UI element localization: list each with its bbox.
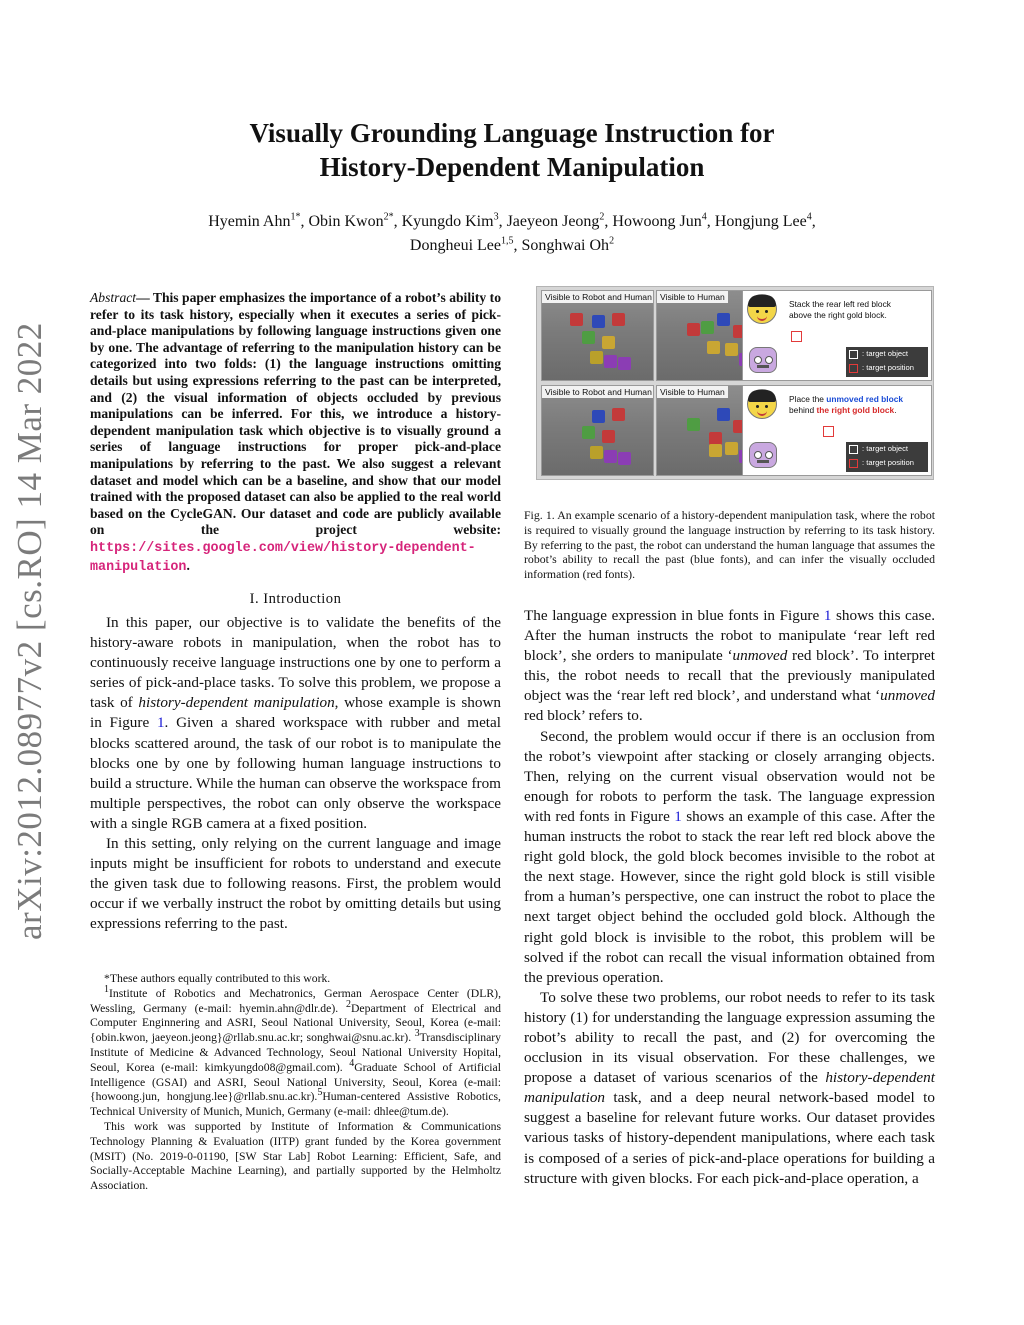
abstract-label: Abstract [90,290,137,305]
green-block [701,321,714,334]
green-block [582,331,595,344]
label-visible-human: Visible to Human [657,291,728,303]
gold-block [590,351,603,364]
paper-title [0,116,1024,184]
gold-block [602,336,615,349]
author-list [60,210,964,258]
legend-target-object: : target object [846,347,928,361]
gold-block [590,446,603,459]
intro-paragraph-3: The language expression in blue fonts in Figure 1 shows this case. After the human instructs the robot to manipulate ‘rear left red block’, she orders to manipulate ‘unmoved red block’. To interpret this, the robot needs to recall that the previously manipulated object was the ‘rear left red block’, and understand what ‘unmoved red block’ refers to. [524,607,935,725]
figure-1-caption: Fig. 1. An example scenario of a history-dependent manipulation task, where the robot is required to visually ground the language instruction by referring to its task history. By referring to the past, the robot can understand the human language that assumes the robot’s ability to recall the past (blue fonts), and can infer the visually occluded information (red fonts). [524,508,935,582]
red-block [687,323,700,336]
gold-block [707,341,720,354]
figure-legend [846,442,928,472]
figure-1 [536,286,934,480]
intro-paragraph-4: Second, the problem would occur if there is an occlusion from the robot’s viewpoint after stacking or closely arranging objects. Then, relying on the current visual observation would not be enough for robots to perform the task. The language expression with red fonts in Figure 1 shows an example of this case. After the human instructs the robot to stack the rear left red block above the right gold block, the gold block becomes invisible to the robot at the next stage. However, since the right gold block is still visible from a human’s perspective, one can instruct the robot to place the next target object behind the occluded gold block. Although the right gold block is invisible to the robot, this problem will be solved if the robot can recall the visual information obtained from the previous operation. [524,727,936,986]
legend-target-position: : target position [846,456,928,470]
purple-block [604,450,617,463]
project-website-link[interactable]: https://sites.google.com/view/history-dependent-manipulation [90,540,476,575]
purple-block [604,355,617,368]
gold-block [709,444,722,457]
instruction-panel-2 [742,385,932,476]
blue-block [592,410,605,423]
red-block [612,313,625,326]
authors-line-2: Dongheui Lee$^{1,5}$, Songhwai Oh$^2$ [409,235,615,254]
title-line-1: Visually Grounding Language Instruction for [249,118,775,148]
intro-paragraph-1: In this paper, our objective is to validate the benefits of the history-aware robots in manipulation, when the robot has to continuously receive language instructions one by one to perform a series of pick-and-place tasks. To solve this problem, we propose a task of history-dependent manipulation, whose example is shown in Figure 1. Given a shared workspace with rubber and metal blocks scattered around, the task of our robot is to manipulate the blocks one by one by following human language instructions to build a structure. While the human can observe the workspace from multiple perspectives, the robot can only observe the workspace with a single RGB camera at a fixed position. [90,614,501,832]
section-heading-introduction: I. Introduction [249,591,342,607]
figure-legend [846,347,928,377]
intro-left-column [90,613,501,935]
intro-paragraph-2: In this setting, only relying on the current language and image inputs might be insufficient for robots to understand and execute the given task due to following reasons. First, the problem would occur if we verbally instruct the robot by omitting details but using expressions referring to the past. [90,835,501,933]
gold-block [725,442,738,455]
legend-target-object: : target object [846,442,928,456]
abstract [90,290,501,576]
green-block [582,426,595,439]
red-block [612,408,625,421]
photo-robot-view-step2 [541,385,654,476]
arxiv-identifier: arXiv:2012.08977v2 [cs.RO] 14 Mar 2022 [10,322,49,940]
target-position-marker [821,357,832,368]
footnotes [90,972,501,1194]
human-avatar-icon [747,389,777,419]
footnote-funding: This work was supported by Institute of Information & Communications Technology Planning & Evaluation (IITP) grant funded by the Korea government (MSIT) (No. 2019-0-01190, [SW Star Lab] Robot Learning: Efficient, Safe, and Socially-Acceptable Machine Learning), and partially supported by the Helmholtz Association. [90,1119,501,1193]
authors-line-1: Hyemin Ahn$^{1*}$, Obin Kwon$^{2*}$, Kyungdo Kim$^3$, Jaeyeon Jeong$^2$, Howoong Jun$^4$, Hongjung Lee$^4$, [208,211,816,230]
gold-block [725,343,738,356]
intro-right-column [524,606,935,1189]
footnote-affiliations: $^1$Institute of Robotics and Mechatronics, German Aerospace Center (DLR), Wessling, Germany (e-mail: hyemin.ahn@dlr.de). $^2$Department of Electrical and Computer Enginnering and ASRI, Seoul National University, Seoul, Korea (e-mail: {obin.kwon, jaeyeon.jeong}@rllab.snu.ac.kr; songhwai@snu.ac.kr). $^3$Transdisciplinary Institute of Medicine & Advanced Technology, Seoul National University Hopital, Seoul, Korea (e-mail: kimkyungdo08@gmail.com). $^4$Graduate School of Artificial Intelligence (GSAI) and ASRI, Seoul National University, Seoul, Korea (e-mail: {howoong.jun, hongjung.lee}@rllab.snu.ac.kr).$^5$Human-centered Assistive Robotics, Technical University of Munich, Munich, Germany (e-mail: dhlee@tum.de). [90,983,501,1119]
robot-avatar-icon [749,442,777,468]
abstract-text: — This paper emphasizes the importance of a robot’s ability to refer to its task history, especially when it executes a series of pick-and-place manipulations by following language instructions given one by one. The advantage of referring to the manipulation history can be categorized into two folds: (1) the language instructions omitting details but using expressions referring to the past can be interpreted, and (2) the visual information of objects occluded by previous manipulations can be inferred. For this, we introduce a history-dependent manipulation task which objective is to visually ground a series of language instructions for proper pick-and-place manipulations by referring to the past. We also suggest a relevant dataset and model which can be a baseline, and show that our model trained with the proposed dataset can also be applied to the real world based on the CycleGAN. Our dataset and code are publicly available on the project website: [90,290,501,538]
blue-block [592,315,605,328]
robot-avatar-icon [749,347,777,373]
red-block [570,313,583,326]
instruction-2: Place the unmoved red block behind the right gold block. [789,394,904,415]
intro-paragraph-5: To solve these two problems, our robot needs to refer to its task history (1) for understanding the language expression assuming the robot’s ability to recall the past, and (2) for overcoming the occlusion in its visual observation. For these challenges, we propose a dataset of various scenarios of the history-dependent manipulation task, and a deep neural network-based model to suggest a baseline for relevant future works. Our dataset provides various tasks of history-dependent manipulations, where each task is composed of a series of pick-and-place operations for building a structure with given blocks. For each pick-and-place operation, a [524,988,935,1187]
label-visible-robot-human: Visible to Robot and Human [542,291,654,303]
label-visible-human: Visible to Human [657,386,728,398]
blue-block [717,313,730,326]
instruction-1: Stack the rear left red block above the right gold block. [789,299,891,320]
target-object-marker [823,426,834,437]
footnote-equal-contribution: *These authors equally contributed to this work. [104,972,331,985]
legend-target-position: : target position [846,361,928,375]
label-visible-robot-human: Visible to Robot and Human [542,386,654,398]
green-block [687,418,700,431]
purple-block [618,357,631,370]
blue-block [717,408,730,421]
photo-robot-view-step1 [541,290,654,381]
human-avatar-icon [747,294,777,324]
purple-block [618,452,631,465]
instruction-panel-1 [742,290,932,381]
abstract-end: . [186,557,190,573]
title-line-2: History-Dependent Manipulation [319,152,705,182]
red-block [602,430,615,443]
target-object-marker [791,331,802,342]
